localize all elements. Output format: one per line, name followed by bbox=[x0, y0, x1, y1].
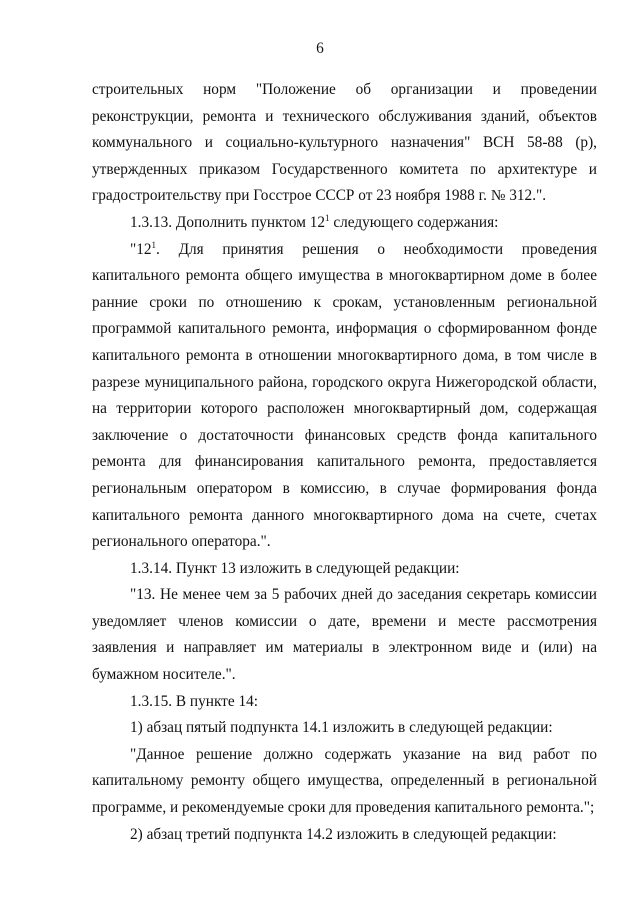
paragraph-clause-13: "13. Не менее чем за 5 рабочих дней до заседания секретарь комиссии уведомляет членов комиссии о дате, времени и месте рассмотрения заявления и направляет им материалы в электронном виде и (или) на бумажном носителе.". bbox=[92, 586, 597, 684]
document-body bbox=[92, 77, 597, 848]
paragraph-clause-12-1 bbox=[92, 237, 597, 556]
paragraph-text: . Для принятия решения о необходимости проведения капитального ремонта общего имущества в многоквартирном доме в более ранние сроки по отношению к срокам, установленным региональной программой капитального ремонта, информация о сформированном фонде капитального ремонта в отношении многоквартирного дома, в том числе в разрезе муниципального района, городского округа Нижегородской области, на территории которого расположен многоквартирный дом, содержащая заключение о достаточности финансовых средств фонда капитального ремонта для финансирования капитального ремонта, предоставляется региональным оператором в комиссию, в случае формирования фонда капитального ремонта данного многоквартирного дома на счете, счетах регионального оператора.". bbox=[92, 240, 597, 551]
superscript: 1 bbox=[325, 212, 330, 223]
paragraph-1-3-14: 1.3.14. Пункт 13 изложить в следующей редакции: bbox=[130, 559, 460, 577]
paragraph-1-3-13 bbox=[92, 210, 597, 237]
paragraph-decision-text: "Данное решение должно содержать указание на вид работ по капитальному ремонту общего имущества, определенный в региональной программе, и рекомендуемые сроки для проведения капитального ремонта."; bbox=[92, 745, 597, 817]
paragraph-text: 1.3.13. Дополнить пунктом 12 bbox=[130, 213, 325, 231]
paragraph-snip-norms: строительных норм "Положение об организации и проведении реконструкции, ремонта и технического обслуживания зданий, объектов коммунального и социально-культурного назначения" ВСН 58-88 (р), утвержденных приказом Государственного комитета по архитектуре и градостроительству при Госстрое СССР от 23 ноября 1988 г. № 312.". bbox=[92, 81, 597, 205]
paragraph-1-3-15: 1.3.15. В пункте 14: bbox=[130, 692, 259, 710]
paragraph-item-2: 2) абзац третий подпункта 14.2 изложить в следующей редакции: bbox=[130, 825, 557, 843]
paragraph-item-1: 1) абзац пятый подпункта 14.1 изложить в следующей редакции: bbox=[130, 719, 553, 737]
page-number: 6 bbox=[316, 40, 324, 57]
paragraph-text: следующего содержания: bbox=[329, 213, 499, 231]
superscript: 1 bbox=[151, 239, 157, 250]
paragraph-text: "12 bbox=[130, 240, 152, 258]
